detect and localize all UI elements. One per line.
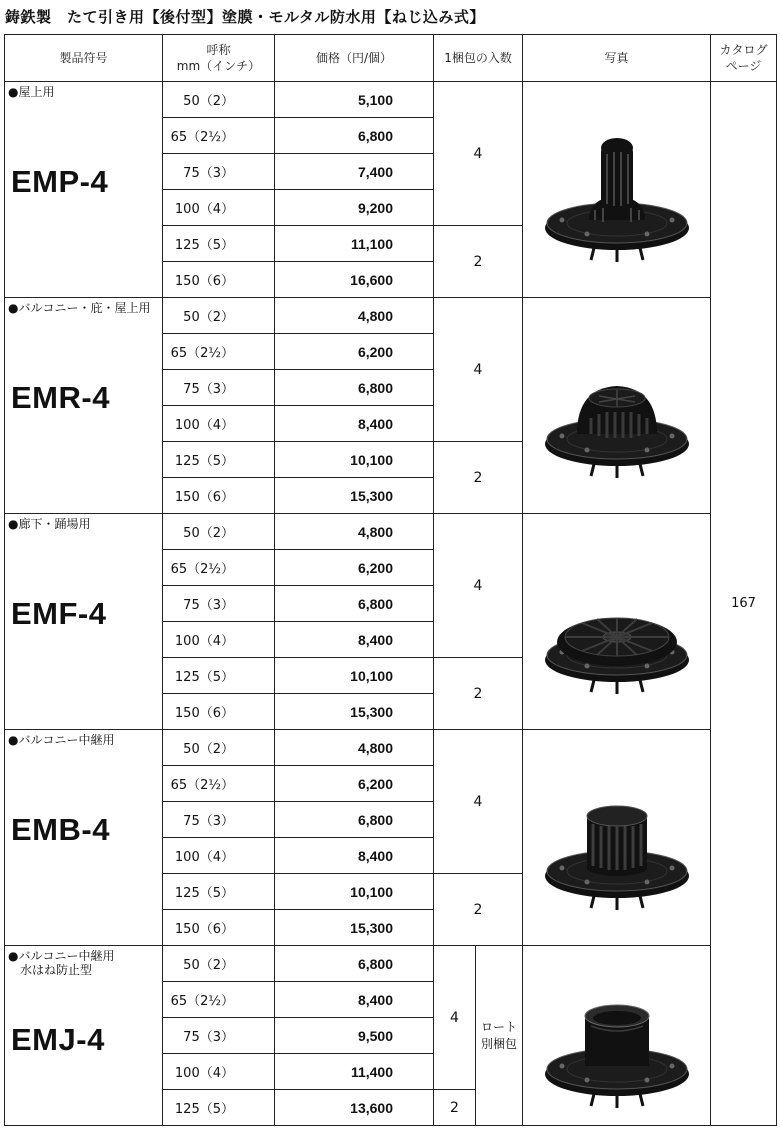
product-type-label: ●バルコニー中継用 水はね防止型 [8,949,115,977]
product-type-label: ●屋上用 [8,85,55,99]
price-cell: 8,400 [275,622,434,658]
price-cell: 11,400 [275,1054,434,1090]
product-code: EMB-4 [11,812,110,847]
header-price: 価格（円/個） [275,35,434,82]
price-cell: 8,400 [275,838,434,874]
size-cell: 150（6） [163,910,275,946]
size-cell: 150（6） [163,478,275,514]
drain-dome-strainer-icon [537,110,697,270]
size-cell: 75（3） [163,586,275,622]
qty-cell: 4 [434,946,476,1090]
size-cell: 125（5） [163,226,275,262]
qty-cell: 2 [434,658,523,730]
qty-cell: 4 [434,730,523,874]
price-cell: 13,600 [275,1090,434,1126]
size-cell: 100（4） [163,838,275,874]
product-cell [5,298,163,514]
product-code: EMP-4 [11,164,109,199]
table-row [5,730,777,766]
size-cell: 50（2） [163,514,275,550]
size-cell: 125（5） [163,658,275,694]
price-cell: 16,600 [275,262,434,298]
product-code: EMF-4 [11,596,107,631]
size-cell: 65（2½） [163,118,275,154]
product-cell [5,946,163,1126]
size-cell: 50（2） [163,730,275,766]
drain-low-dome-icon [537,326,697,486]
page-title: 鋳鉄製 たて引き用【後付型】塗膜・モルタル防水用【ねじ込み式】 [5,8,485,26]
size-cell: 65（2½） [163,334,275,370]
header-catalog [711,35,777,82]
size-cell: 100（4） [163,406,275,442]
header-photo: 写真 [523,35,711,82]
drain-cage-relay-icon [537,758,697,918]
price-cell: 15,300 [275,478,434,514]
qty-cell: 2 [434,1090,476,1126]
size-cell: 65（2½） [163,550,275,586]
qty-cell: 4 [434,298,523,442]
price-cell: 6,800 [275,946,434,982]
qty-cell: 2 [434,874,523,946]
product-type-label: ●バルコニー中継用 [8,733,115,747]
product-photo-cell [523,514,711,730]
price-cell: 6,800 [275,370,434,406]
product-table [4,34,777,1126]
drain-splash-guard-icon [537,956,697,1116]
header-size-line1: 呼称 [206,43,231,57]
price-cell: 6,200 [275,766,434,802]
packaging-note: ロート 別梱包 [476,946,523,1126]
price-cell: 10,100 [275,874,434,910]
price-cell: 11,100 [275,226,434,262]
header-catalog-line2: ページ [725,59,762,73]
header-catalog-line1: カタログ [719,43,768,57]
price-cell: 8,400 [275,982,434,1018]
size-cell: 125（5） [163,874,275,910]
size-cell: 100（4） [163,190,275,226]
table-row [5,514,777,550]
catalog-page-cell: 167 [711,82,777,1126]
price-cell: 7,400 [275,154,434,190]
product-photo-cell [523,82,711,298]
product-photo-cell [523,298,711,514]
table-row [5,82,777,118]
price-cell: 9,500 [275,1018,434,1054]
price-cell: 9,200 [275,190,434,226]
size-cell: 75（3） [163,370,275,406]
size-cell: 50（2） [163,82,275,118]
drain-flat-grate-icon [537,542,697,702]
product-cell [5,514,163,730]
product-code: EMR-4 [11,380,110,415]
header-code: 製品符号 [5,35,163,82]
price-cell: 10,100 [275,442,434,478]
product-cell [5,82,163,298]
product-type-label: ●廊下・踊場用 [8,517,91,531]
header-size-line2: mm（インチ） [176,59,261,73]
price-cell: 6,800 [275,802,434,838]
price-cell: 15,300 [275,694,434,730]
table-row [5,946,777,982]
product-table-body [5,82,777,1126]
size-cell: 125（5） [163,442,275,478]
size-cell: 75（3） [163,802,275,838]
table-row [5,298,777,334]
price-cell: 4,800 [275,298,434,334]
price-cell: 10,100 [275,658,434,694]
header-qty: 1梱包の入数 [434,35,523,82]
product-code: EMJ-4 [11,1022,105,1057]
size-cell: 75（3） [163,154,275,190]
price-cell: 6,200 [275,550,434,586]
size-cell: 50（2） [163,298,275,334]
size-cell: 100（4） [163,1054,275,1090]
qty-cell: 2 [434,442,523,514]
price-cell: 4,800 [275,514,434,550]
header-row [5,35,777,82]
price-cell: 4,800 [275,730,434,766]
product-type-label: ●バルコニー・庇・屋上用 [8,301,151,315]
product-photo-cell [523,946,711,1126]
price-cell: 15,300 [275,910,434,946]
price-cell: 8,400 [275,406,434,442]
size-cell: 125（5） [163,1090,275,1126]
size-cell: 50（2） [163,946,275,982]
price-cell: 6,200 [275,334,434,370]
product-photo-cell [523,730,711,946]
price-cell: 6,800 [275,118,434,154]
size-cell: 100（4） [163,622,275,658]
size-cell: 150（6） [163,694,275,730]
price-cell: 6,800 [275,586,434,622]
size-cell: 65（2½） [163,982,275,1018]
price-cell: 5,100 [275,82,434,118]
qty-cell: 2 [434,226,523,298]
size-cell: 75（3） [163,1018,275,1054]
qty-cell: 4 [434,514,523,658]
size-cell: 65（2½） [163,766,275,802]
product-cell [5,730,163,946]
qty-cell: 4 [434,82,523,226]
size-cell: 150（6） [163,262,275,298]
header-size [163,35,275,82]
